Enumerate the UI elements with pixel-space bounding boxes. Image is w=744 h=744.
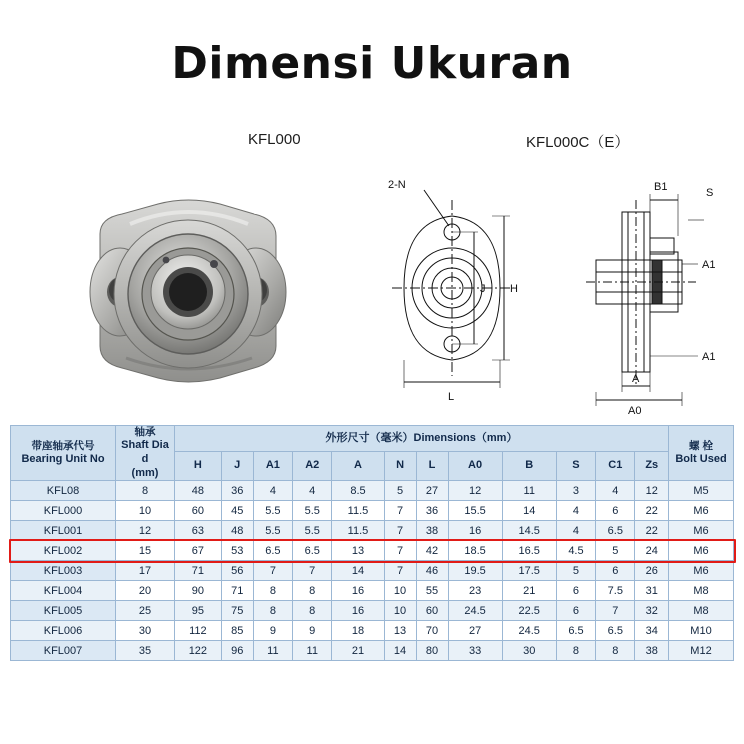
cell-b: 11	[502, 481, 556, 501]
label-a1-lower: A1	[702, 351, 716, 363]
header-dim-a: A	[332, 451, 384, 481]
cell-n: 10	[384, 601, 416, 621]
cell-bearing-unit: KFL007	[11, 641, 116, 661]
header-bearing-unit: 带座轴承代号 Bearing Unit No	[11, 426, 116, 481]
cell-a0: 19.5	[448, 561, 502, 581]
cell-zs: 24	[635, 541, 669, 561]
cell-l: 36	[416, 501, 448, 521]
header-dim-l: L	[416, 451, 448, 481]
cell-bearing-unit: KFL001	[11, 521, 116, 541]
label-s: S	[706, 187, 714, 199]
header-dim-c1: C1	[596, 451, 635, 481]
cell-bolt-used: M8	[669, 581, 734, 601]
product-photo	[38, 172, 338, 404]
table-row	[11, 481, 734, 501]
label-a1-upper: A1	[702, 259, 716, 271]
cell-c1: 8	[596, 641, 635, 661]
cell-j: 45	[221, 501, 253, 521]
cell-n: 13	[384, 621, 416, 641]
cell-j: 48	[221, 521, 253, 541]
cell-bearing-unit: KFL006	[11, 621, 116, 641]
cell-h: 112	[175, 621, 222, 641]
cell-zs: 38	[635, 641, 669, 661]
cell-bearing-unit: KFL003	[11, 561, 116, 581]
cell-bolt-used: M10	[669, 621, 734, 641]
cell-l: 60	[416, 601, 448, 621]
cell-a0: 12	[448, 481, 502, 501]
cell-shaft-dia: 12	[116, 521, 175, 541]
table-row	[11, 581, 734, 601]
cell-a1: 5.5	[253, 501, 292, 521]
cell-bolt-used: M6	[669, 501, 734, 521]
cell-a1: 6.5	[253, 541, 292, 561]
cell-bearing-unit: KFL002	[11, 541, 116, 561]
cell-a0: 16	[448, 521, 502, 541]
label-a0: A0	[628, 405, 642, 415]
table-row	[11, 621, 734, 641]
table-row	[11, 641, 734, 661]
page-title: Dimensi Ukuran	[171, 38, 573, 89]
header-dim-a0: A0	[448, 451, 502, 481]
cell-bearing-unit: KFL08	[11, 481, 116, 501]
cell-bearing-unit: KFL004	[11, 581, 116, 601]
cell-zs: 26	[635, 561, 669, 581]
cell-l: 42	[416, 541, 448, 561]
cell-j: 56	[221, 561, 253, 581]
cell-c1: 6.5	[596, 621, 635, 641]
cell-bearing-unit: KFL005	[11, 601, 116, 621]
cell-shaft-dia: 20	[116, 581, 175, 601]
table-row	[11, 601, 734, 621]
label-a: A	[632, 373, 640, 385]
cell-a1: 8	[253, 601, 292, 621]
cell-a0: 24.5	[448, 601, 502, 621]
header-bolt-used: 螺 栓 Bolt Used	[669, 426, 734, 481]
cell-zs: 31	[635, 581, 669, 601]
header-dim-s: S	[556, 451, 595, 481]
cell-a2: 5.5	[293, 521, 332, 541]
cell-a: 13	[332, 541, 384, 561]
cell-a: 11.5	[332, 521, 384, 541]
cell-n: 14	[384, 641, 416, 661]
cell-j: 71	[221, 581, 253, 601]
cell-a0: 27	[448, 621, 502, 641]
cell-bolt-used: M6	[669, 561, 734, 581]
cell-a2: 9	[293, 621, 332, 641]
cell-a0: 18.5	[448, 541, 502, 561]
label-j: J	[480, 283, 486, 295]
table-row	[11, 521, 734, 541]
figures-area	[0, 160, 744, 418]
cell-h: 90	[175, 581, 222, 601]
cell-shaft-dia: 30	[116, 621, 175, 641]
cell-a0: 33	[448, 641, 502, 661]
specification-table	[10, 425, 734, 661]
table-row	[11, 541, 734, 561]
cell-shaft-dia: 15	[116, 541, 175, 561]
label-l: L	[448, 391, 455, 403]
cell-bearing-unit: KFL000	[11, 501, 116, 521]
cell-zs: 32	[635, 601, 669, 621]
cell-zs: 22	[635, 521, 669, 541]
cell-j: 96	[221, 641, 253, 661]
cell-c1: 7	[596, 601, 635, 621]
cell-s: 8	[556, 641, 595, 661]
cell-a0: 15.5	[448, 501, 502, 521]
header-dim-j: J	[221, 451, 253, 481]
drawing-front-view	[352, 160, 552, 415]
cell-shaft-dia: 10	[116, 501, 175, 521]
cell-bolt-used: M6	[669, 521, 734, 541]
cell-a: 16	[332, 601, 384, 621]
cell-j: 36	[221, 481, 253, 501]
cell-h: 95	[175, 601, 222, 621]
cell-n: 7	[384, 541, 416, 561]
cell-h: 48	[175, 481, 222, 501]
cell-b: 17.5	[502, 561, 556, 581]
cell-bolt-used: M6	[669, 541, 734, 561]
cell-s: 4	[556, 501, 595, 521]
cell-l: 27	[416, 481, 448, 501]
caption-kfl000c: KFL000C（E）	[526, 134, 630, 151]
header-dim-a2: A2	[293, 451, 332, 481]
cell-l: 80	[416, 641, 448, 661]
label-h: H	[510, 283, 518, 295]
cell-j: 53	[221, 541, 253, 561]
cell-a2: 4	[293, 481, 332, 501]
table-row	[11, 561, 734, 581]
cell-s: 3	[556, 481, 595, 501]
cell-bolt-used: M8	[669, 601, 734, 621]
cell-s: 4	[556, 521, 595, 541]
table-row	[11, 501, 734, 521]
cell-shaft-dia: 8	[116, 481, 175, 501]
table-body	[11, 481, 734, 661]
cell-c1: 7.5	[596, 581, 635, 601]
figure-captions	[0, 131, 744, 153]
cell-a1: 9	[253, 621, 292, 641]
cell-c1: 6.5	[596, 521, 635, 541]
cell-a: 14	[332, 561, 384, 581]
header-dimensions-group: 外形尺寸（毫米）Dimensions（mm）	[175, 426, 669, 452]
cell-c1: 5	[596, 541, 635, 561]
cell-a: 21	[332, 641, 384, 661]
specification-table-wrap	[10, 425, 734, 661]
cell-a0: 23	[448, 581, 502, 601]
cell-b: 14	[502, 501, 556, 521]
cell-c1: 6	[596, 501, 635, 521]
cell-a1: 8	[253, 581, 292, 601]
cell-a: 16	[332, 581, 384, 601]
cell-s: 6	[556, 581, 595, 601]
header-dim-n: N	[384, 451, 416, 481]
cell-a2: 11	[293, 641, 332, 661]
caption-kfl000: KFL000	[248, 131, 301, 148]
cell-shaft-dia: 35	[116, 641, 175, 661]
table-head	[11, 426, 734, 481]
cell-zs: 12	[635, 481, 669, 501]
cell-b: 16.5	[502, 541, 556, 561]
cell-shaft-dia: 25	[116, 601, 175, 621]
cell-a1: 11	[253, 641, 292, 661]
cell-a2: 8	[293, 581, 332, 601]
cell-b: 30	[502, 641, 556, 661]
label-2n: 2-N	[388, 179, 406, 191]
cell-a1: 5.5	[253, 521, 292, 541]
cell-a2: 8	[293, 601, 332, 621]
cell-j: 85	[221, 621, 253, 641]
table-header-row-1	[11, 426, 734, 452]
cell-h: 67	[175, 541, 222, 561]
cell-bolt-used: M12	[669, 641, 734, 661]
cell-c1: 6	[596, 561, 635, 581]
header-shaft-dia: 轴承 Shaft Dia d (mm)	[116, 426, 175, 481]
cell-l: 46	[416, 561, 448, 581]
cell-zs: 22	[635, 501, 669, 521]
cell-h: 122	[175, 641, 222, 661]
cell-a1: 4	[253, 481, 292, 501]
cell-a2: 6.5	[293, 541, 332, 561]
cell-zs: 34	[635, 621, 669, 641]
cell-b: 22.5	[502, 601, 556, 621]
cell-l: 55	[416, 581, 448, 601]
header-dim-a1: A1	[253, 451, 292, 481]
cell-l: 38	[416, 521, 448, 541]
cell-h: 71	[175, 561, 222, 581]
cell-s: 4.5	[556, 541, 595, 561]
cell-n: 7	[384, 501, 416, 521]
cell-b: 21	[502, 581, 556, 601]
cell-s: 6	[556, 601, 595, 621]
bearing-photo-illustration	[38, 172, 338, 404]
cell-a1: 7	[253, 561, 292, 581]
cell-n: 5	[384, 481, 416, 501]
cell-h: 63	[175, 521, 222, 541]
cell-b: 24.5	[502, 621, 556, 641]
cell-bolt-used: M5	[669, 481, 734, 501]
cell-a2: 5.5	[293, 501, 332, 521]
cell-a: 11.5	[332, 501, 384, 521]
cell-a: 18	[332, 621, 384, 641]
cell-j: 75	[221, 601, 253, 621]
header-dim-h: H	[175, 451, 222, 481]
cell-b: 14.5	[502, 521, 556, 541]
cell-a2: 7	[293, 561, 332, 581]
cell-n: 7	[384, 561, 416, 581]
cell-n: 7	[384, 521, 416, 541]
cell-s: 6.5	[556, 621, 595, 641]
header-dim-b: B	[502, 451, 556, 481]
drawing-side-view	[566, 160, 734, 415]
cell-s: 5	[556, 561, 595, 581]
header-dim-zs: Zs	[635, 451, 669, 481]
cell-n: 10	[384, 581, 416, 601]
cell-a: 8.5	[332, 481, 384, 501]
cell-h: 60	[175, 501, 222, 521]
cell-shaft-dia: 17	[116, 561, 175, 581]
cell-c1: 4	[596, 481, 635, 501]
cell-l: 70	[416, 621, 448, 641]
label-b1: B1	[654, 181, 668, 193]
